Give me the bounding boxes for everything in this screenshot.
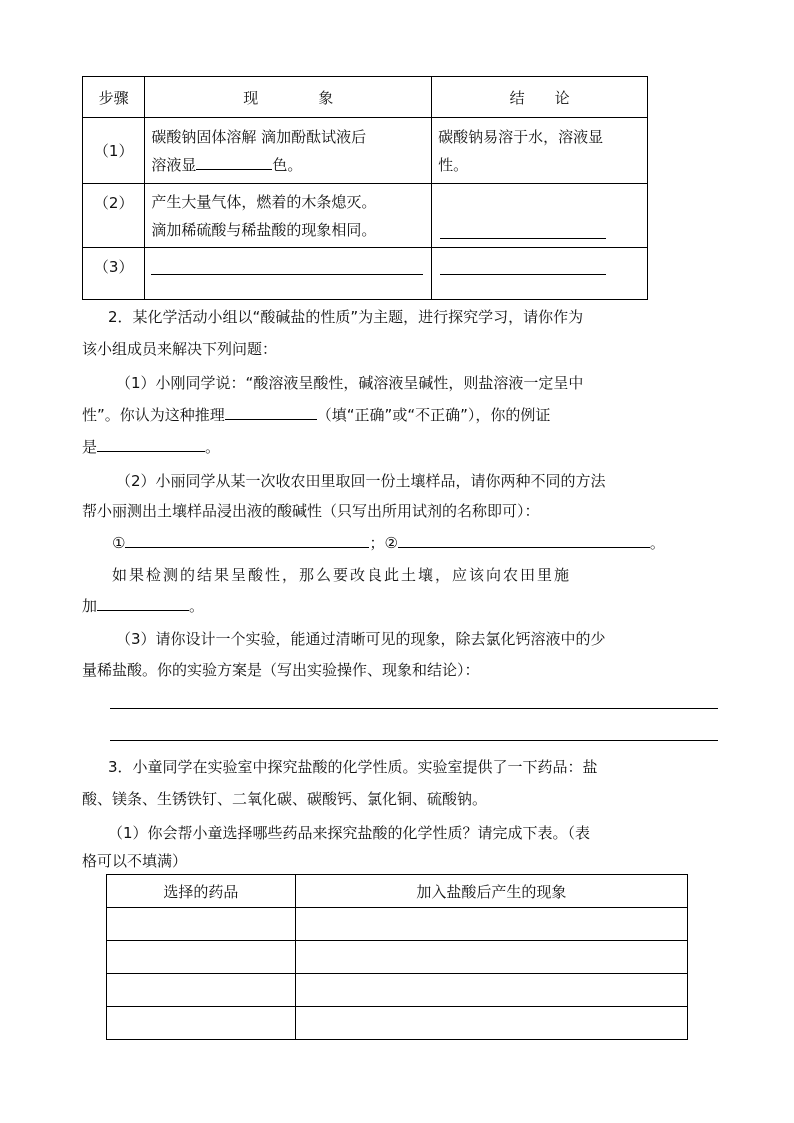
header-reagent: 选择的药品	[107, 875, 296, 908]
answer-line[interactable]	[110, 740, 718, 741]
table-cell[interactable]	[295, 974, 687, 1007]
text: ①	[112, 534, 126, 552]
conclusion-cell	[432, 184, 648, 248]
phenomenon-line	[151, 151, 425, 179]
phenomenon-line: 滴加稀硫酸与稀盐酸的现象相同。	[151, 220, 377, 239]
answer-blank[interactable]	[151, 256, 423, 275]
table-header-row	[107, 875, 688, 908]
phenomenon-cell	[145, 118, 432, 184]
table-cell[interactable]	[107, 941, 296, 974]
header-conclusion: 结 论	[432, 77, 648, 118]
q3-part1-line2: 格可以不填满）	[82, 852, 188, 870]
answer-blank[interactable]	[398, 529, 650, 548]
experiment-table	[82, 76, 648, 300]
step-cell: （3）	[83, 248, 145, 300]
phenomenon-cell	[145, 184, 432, 248]
table-cell[interactable]	[295, 941, 687, 974]
q2-part3-line1: （3）请你设计一个实验，能通过清晰可见的现象，除去氯化钙溶液中的少	[116, 630, 606, 648]
text: 。	[205, 438, 221, 456]
text: 是	[82, 438, 98, 456]
phenomenon-cell	[145, 248, 432, 300]
table-row	[107, 908, 688, 941]
q2-part1-line2	[82, 400, 722, 431]
text: （填“正确”或“不正确”），你的例证	[316, 406, 551, 424]
table-cell[interactable]	[295, 1007, 687, 1040]
answer-blank[interactable]	[440, 220, 606, 239]
header-observation: 加入盐酸后产生的现象	[295, 875, 687, 908]
q2-part1-line1: （1）小刚同学说：“酸溶液呈酸性，碱溶液呈碱性，则盐溶液一定呈中	[116, 374, 584, 392]
answer-blank[interactable]	[225, 401, 317, 420]
q2-intro-line1: 2．某化学活动小组以“酸碱盐的性质”为主题，进行探究学习，请你作为	[108, 308, 584, 326]
text: 加	[82, 597, 98, 615]
table-row	[83, 184, 648, 248]
answer-blank[interactable]	[97, 433, 205, 452]
reagent-table	[106, 874, 688, 1040]
q2-part2-line5	[82, 591, 722, 622]
conclusion-line: 碳酸钠易溶于水，溶液显	[438, 127, 604, 146]
answer-line[interactable]	[110, 708, 718, 709]
answer-blank[interactable]	[196, 151, 272, 170]
text: 色。	[272, 155, 303, 174]
text: 。	[649, 534, 665, 552]
q3-intro-line1: 3．小童同学在实验室中探究盐酸的化学性质。实验室提供了一下药品：盐	[108, 758, 598, 776]
q2-intro-line2: 该小组成员来解决下列问题：	[82, 340, 278, 358]
phenomenon-line: 碳酸钠固体溶解 滴加酚酞试液后	[151, 127, 367, 146]
q2-part2-line4: 如果检测的结果呈酸性，那么要改良此土壤，应该向农田里施	[112, 566, 572, 584]
table-row	[83, 248, 648, 300]
header-phenomenon: 现 象	[145, 77, 432, 118]
q2-part2-line2: 帮小丽测出土壤样品浸出液的酸碱性（只写出所用试剂的名称即可）：	[82, 502, 540, 520]
q2-part3-line2: 量稀盐酸。你的实验方案是（写出实验操作、现象和结论）：	[82, 661, 480, 679]
table-row	[83, 118, 648, 184]
table-row	[107, 974, 688, 1007]
conclusion-cell	[432, 248, 648, 300]
conclusion-cell	[432, 118, 648, 184]
answer-blank[interactable]	[125, 529, 369, 548]
q2-part2-line1: （2）小丽同学从某一次收农田里取回一份土壤样品，请你两种不同的方法	[116, 472, 606, 490]
q3-part1-line1: （1）你会帮小童选择哪些药品来探究盐酸的化学性质？请完成下表。（表	[108, 824, 591, 842]
q3-intro-line2: 酸、镁条、生锈铁钉、二氧化碳、碳酸钙、氯化铜、硫酸钠。	[82, 790, 488, 808]
step-cell: （2）	[83, 184, 145, 248]
answer-blank[interactable]	[440, 256, 606, 275]
table-row	[107, 1007, 688, 1040]
text: 性”。你认为这种推理	[82, 406, 225, 424]
table-cell[interactable]	[295, 908, 687, 941]
table-row	[107, 941, 688, 974]
answer-blank[interactable]	[97, 592, 189, 611]
table-header-row	[83, 77, 648, 118]
text: 。	[189, 597, 205, 615]
q2-part1-line3	[82, 432, 722, 463]
step-cell: （1）	[83, 118, 145, 184]
table-cell[interactable]	[107, 1007, 296, 1040]
q2-part2-line3	[82, 528, 752, 559]
table-cell[interactable]	[107, 908, 296, 941]
header-step: 步骤	[83, 77, 145, 118]
table-cell[interactable]	[107, 974, 296, 1007]
phenomenon-line: 产生大量气体，燃着的木条熄灭。	[151, 192, 377, 211]
text: 溶液显	[151, 155, 197, 174]
conclusion-line: 性。	[438, 155, 469, 174]
text: ；②	[369, 534, 398, 552]
